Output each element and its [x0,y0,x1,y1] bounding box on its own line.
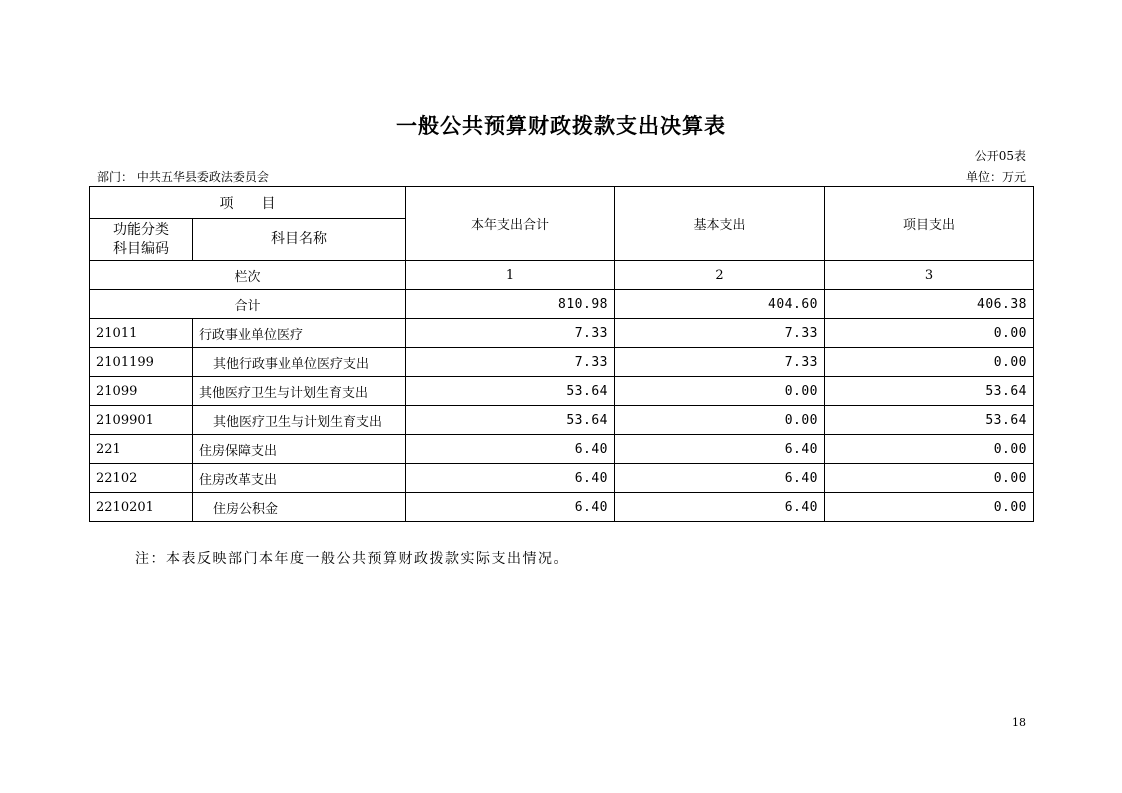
header-total: 本年支出合计 [406,187,615,261]
row-basic: 6.40 [615,493,825,522]
row-code: 21099 [90,377,193,406]
department-label: 部门： 中共五华县委政法委员会 [97,170,269,184]
header-func-code: 功能分类 科目编码 [90,219,193,261]
unit-label: 单位：万元 [965,170,1026,184]
row-basic: 0.00 [615,406,825,435]
row-total: 7.33 [406,319,615,348]
table-row [90,435,1034,464]
header-row [90,187,1034,219]
row-name: 住房改革支出 [193,464,406,493]
row-basic: 7.33 [615,319,825,348]
row-total: 6.40 [406,435,615,464]
row-project: 53.64 [825,377,1034,406]
row-code: 2101199 [90,348,193,377]
column-index-1: 1 [406,261,615,290]
column-index-3: 3 [825,261,1034,290]
table-row [90,319,1034,348]
column-index-label: 栏次 [90,261,406,290]
expenditure-table [89,186,1034,522]
row-name: 住房公积金 [193,493,406,522]
total-amount: 810.98 [406,290,615,319]
row-name: 其他医疗卫生与计划生育支出 [193,406,406,435]
table-row [90,464,1034,493]
table-note: 注：本表反映部门本年度一般公共预算财政拨款实际支出情况。 [135,551,569,567]
row-name: 其他行政事业单位医疗支出 [193,348,406,377]
row-project: 53.64 [825,406,1034,435]
header-items: 项 目 [90,187,406,219]
row-name: 其他医疗卫生与计划生育支出 [193,377,406,406]
total-label: 合计 [90,290,406,319]
row-code: 21011 [90,319,193,348]
row-code: 2210201 [90,493,193,522]
table-row [90,493,1034,522]
row-project: 0.00 [825,348,1034,377]
form-number: 公开05表 [974,149,1026,163]
row-basic: 6.40 [615,435,825,464]
total-row [90,290,1034,319]
total-basic: 404.60 [615,290,825,319]
row-total: 6.40 [406,493,615,522]
row-total: 7.33 [406,348,615,377]
row-basic: 0.00 [615,377,825,406]
row-total: 6.40 [406,464,615,493]
row-total: 53.64 [406,377,615,406]
total-project: 406.38 [825,290,1034,319]
page-title: 一般公共预算财政拨款支出决算表 [396,113,726,138]
column-index-2: 2 [615,261,825,290]
row-name: 行政事业单位医疗 [193,319,406,348]
header-subject-name: 科目名称 [193,219,406,261]
row-project: 0.00 [825,464,1034,493]
row-name: 住房保障支出 [193,435,406,464]
header-basic: 基本支出 [615,187,825,261]
row-project: 0.00 [825,493,1034,522]
row-project: 0.00 [825,319,1034,348]
row-basic: 6.40 [615,464,825,493]
row-basic: 7.33 [615,348,825,377]
page-number: 18 [1012,716,1026,729]
table-row [90,377,1034,406]
row-code: 221 [90,435,193,464]
column-index-row [90,261,1034,290]
row-code: 2109901 [90,406,193,435]
table-row [90,406,1034,435]
table-row [90,348,1034,377]
header-project: 项目支出 [825,187,1034,261]
row-total: 53.64 [406,406,615,435]
row-code: 22102 [90,464,193,493]
row-project: 0.00 [825,435,1034,464]
